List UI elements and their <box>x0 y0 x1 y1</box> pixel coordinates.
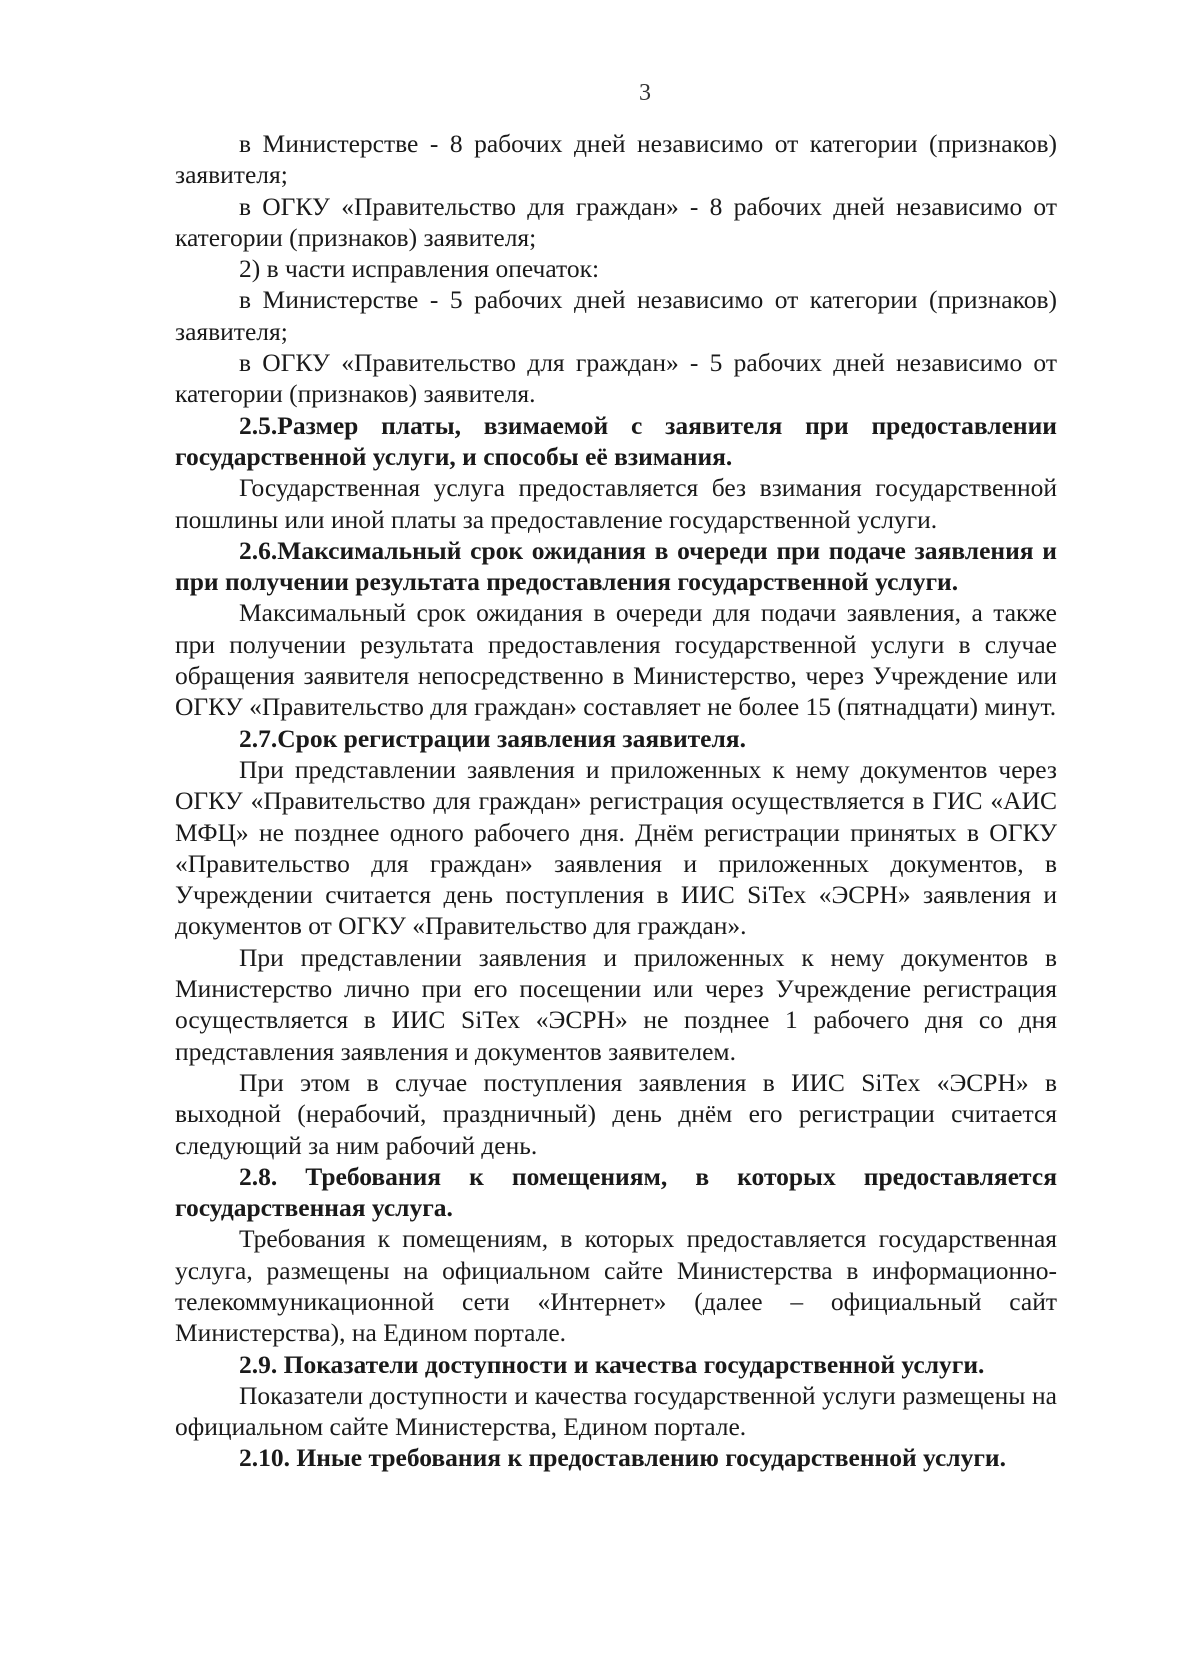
paragraph-no-fee: Государственная услуга предоставляется без взимания государственной пошлины или иной платы за предоставление государственной услуги. <box>175 473 1057 534</box>
paragraph-ministry-5-days: в Министерстве - 5 рабочих дней независимо от категории (признаков) заявителя; <box>175 285 1057 346</box>
paragraph-accessibility-indicators: Показатели доступности и качества государственной услуги размещены на официальном сайте Министерства, Едином портале. <box>175 1380 1057 1442</box>
document-body <box>175 128 1057 1474</box>
section-heading-2-6: 2.6.Максимальный срок ожидания в очереди при подаче заявления и при получении результата предоставления государственной услуги. <box>175 535 1057 597</box>
paragraph-ogku-5-days: в ОГКУ «Правительство для граждан» - 5 рабочих дней независимо от категории (признаков) заявителя. <box>175 348 1057 409</box>
paragraph-registration-holiday: При этом в случае поступления заявления в ИИС SiTex «ЭСРН» в выходной (нерабочий, праздничный) день днём его регистрации считается следующий за ним рабочий день. <box>175 1067 1057 1160</box>
paragraph-ogku-8-days: в ОГКУ «Правительство для граждан» - 8 рабочих дней независимо от категории (признаков) заявителя; <box>175 191 1057 252</box>
section-heading-2-5: 2.5.Размер платы, взимаемой с заявителя при предоставлении государственной услуги, и способы её взимания. <box>175 410 1057 471</box>
paragraph-registration-ministry: При представлении заявления и приложенных к нему документов в Министерство лично при его посещении или через Учреждение регистрация осуществляется в ИИС SiTex «ЭСРН» не позднее 1 рабочего дня со дня представления заявления и документов заявителем. <box>175 942 1057 1066</box>
section-heading-2-7: 2.7.Срок регистрации заявления заявителя. <box>239 723 746 753</box>
section-heading-2-9: 2.9. Показатели доступности и качества государственной услуги. <box>239 1349 985 1379</box>
page-number: 3 <box>639 80 651 106</box>
paragraph-typo-correction: 2) в части исправления опечаток: <box>239 254 600 284</box>
section-heading-2-8: 2.8. Требования к помещениям, в которых предоставляется государственная услуга. <box>175 1161 1057 1223</box>
paragraph-premises-requirements: Требования к помещениям, в которых предоставляется государственная услуга, размещены на официальном сайте Министерства в информационно-телекоммуникационной сети «Интернет» (далее – официальный сайт Министерства), на Едином портале. <box>175 1224 1057 1348</box>
paragraph-registration-ogku: При представлении заявления и приложенных к нему документов через ОГКУ «Правительство для граждан» регистрация осуществляется в ГИС «АИС МФЦ» не позднее одного рабочего дня. Днём регистрации принятых в ОГКУ «Правительство для граждан» заявления и приложенных документов, в Учреждении считается день поступления в ИИС SiTex «ЭСРН» заявления и документов от ОГКУ «Правительство для граждан». <box>175 754 1057 941</box>
section-heading-2-10: 2.10. Иные требования к предоставлению государственной услуги. <box>239 1443 1007 1473</box>
paragraph-queue-time: Максимальный срок ожидания в очереди для подачи заявления, а также при получении результата предоставления государственной услуги в случае обращения заявителя непосредственно в Министерство, через Учреждение или ОГКУ «Правительство для граждан» составляет не более 15 (пятнадцати) минут. <box>175 598 1057 722</box>
paragraph-ministry-8-days: в Министерстве - 8 рабочих дней независимо от категории (признаков) заявителя; <box>175 129 1057 190</box>
